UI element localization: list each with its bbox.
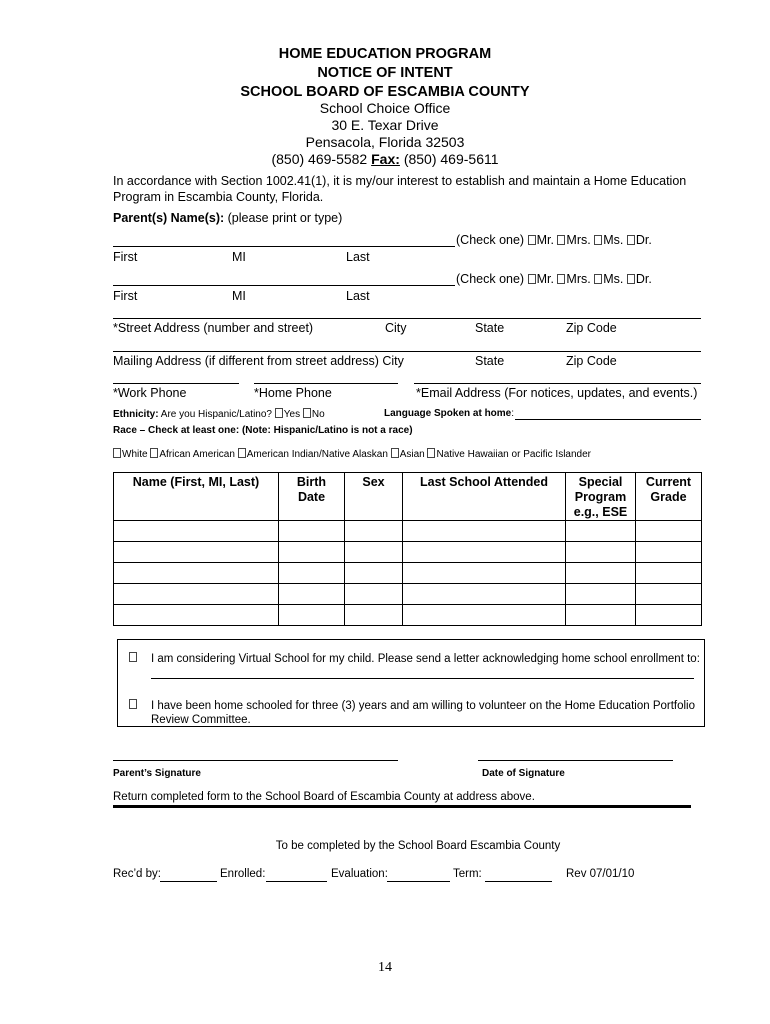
mailing-address-line[interactable] xyxy=(113,351,701,352)
ethnicity-row xyxy=(113,408,325,420)
title-ms-label: Ms. xyxy=(603,233,624,247)
check-one-label: (Check one) xyxy=(456,272,525,286)
virtual-school-address-line[interactable] xyxy=(151,678,694,679)
no-label: No xyxy=(311,409,325,420)
cell-last-school[interactable] xyxy=(403,584,566,605)
evaluation-line[interactable] xyxy=(387,881,450,882)
check-one-label: (Check one) xyxy=(456,233,525,247)
cell-current-grade[interactable] xyxy=(636,563,702,584)
children-table xyxy=(113,472,702,626)
checkbox-volunteer[interactable] xyxy=(129,699,137,709)
term-label: Term: xyxy=(453,868,482,880)
email-label: *Email Address (For notices, updates, and events.) xyxy=(416,386,698,400)
city-label: City xyxy=(385,321,407,335)
cell-sex[interactable] xyxy=(345,584,403,605)
checkbox-mr[interactable] xyxy=(528,274,536,284)
checkbox-dr[interactable] xyxy=(627,274,635,284)
language-label: Language Spoken at home xyxy=(384,408,512,419)
parent2-mi-label: MI xyxy=(232,289,246,303)
date-signature-label: Date of Signature xyxy=(482,768,565,779)
checkbox-race-white[interactable] xyxy=(113,448,121,458)
office-city: Pensacola, Florida 32503 xyxy=(305,134,465,150)
parent1-first-label: First xyxy=(113,250,138,264)
checkbox-virtual-school[interactable] xyxy=(129,652,137,662)
office-contact xyxy=(0,151,770,167)
col-special-program-header: Special Program e.g., ESE xyxy=(566,473,636,521)
state-label: State xyxy=(475,321,505,335)
form-title-program: HOME EDUCATION PROGRAM xyxy=(278,46,492,62)
title-dr-label: Dr. xyxy=(635,272,652,286)
checkbox-race-african-american[interactable] xyxy=(150,448,158,458)
term-line[interactable] xyxy=(485,881,552,882)
work-phone-line[interactable] xyxy=(113,383,239,384)
col-name-header: Name (First, MI, Last) xyxy=(114,473,279,521)
mailing-zip-label: Zip Code xyxy=(566,354,617,368)
recd-by-line[interactable] xyxy=(160,881,217,882)
cell-name[interactable] xyxy=(114,605,279,626)
intro-line-2: Program in Escambia County, Florida. xyxy=(113,190,324,204)
options-box xyxy=(117,639,705,727)
street-address-line[interactable] xyxy=(113,318,701,319)
table-row xyxy=(114,521,702,542)
cell-sex[interactable] xyxy=(345,521,403,542)
checkbox-hispanic-yes[interactable] xyxy=(275,408,283,418)
cell-birth-date[interactable] xyxy=(279,605,345,626)
language-line[interactable] xyxy=(515,419,701,420)
cell-last-school[interactable] xyxy=(403,563,566,584)
language-colon: : xyxy=(511,408,515,419)
cell-name[interactable] xyxy=(114,584,279,605)
parents-label: Parent(s) Name(s): xyxy=(113,211,225,225)
revision-label: Rev 07/01/10 xyxy=(566,868,635,880)
date-signature-line[interactable] xyxy=(478,760,673,761)
language-label-row xyxy=(384,408,514,419)
return-note: Return completed form to the School Board of Escambia County at address above. xyxy=(113,791,535,803)
form-title-board: SCHOOL BOARD OF ESCAMBIA COUNTY xyxy=(240,84,530,100)
col-current-grade-header: Current Grade xyxy=(636,473,702,521)
title-mrs-label: Mrs. xyxy=(566,233,591,247)
mailing-state-label: State xyxy=(475,354,505,368)
parent-signature-line[interactable] xyxy=(113,760,398,761)
parent-signature-label: Parent’s Signature xyxy=(113,768,201,779)
form-title-notice: NOTICE OF INTENT xyxy=(317,65,453,81)
office-use-title: To be completed by the School Board Escambia County xyxy=(275,840,561,852)
cell-special-program[interactable] xyxy=(566,521,636,542)
col-last-school-header: Last School Attended xyxy=(403,473,566,521)
race-american-indian-label: American Indian/Native Alaskan xyxy=(246,449,388,460)
cell-birth-date[interactable] xyxy=(279,563,345,584)
cell-special-program[interactable] xyxy=(566,605,636,626)
checkbox-dr[interactable] xyxy=(627,235,635,245)
table-row xyxy=(114,605,702,626)
title-mrs-label: Mrs. xyxy=(566,272,591,286)
volunteer-text-2: Review Committee. xyxy=(151,714,251,726)
parent2-name-line[interactable] xyxy=(113,285,455,286)
parent1-name-line[interactable] xyxy=(113,246,455,247)
cell-name[interactable] xyxy=(114,521,279,542)
cell-birth-date[interactable] xyxy=(279,542,345,563)
parent1-title-check xyxy=(456,233,652,247)
enrolled-line[interactable] xyxy=(266,881,327,882)
work-phone-label: *Work Phone xyxy=(113,386,187,400)
page-number: 14 xyxy=(378,960,392,975)
cell-last-school[interactable] xyxy=(403,521,566,542)
race-white-label: White xyxy=(122,449,148,460)
fax-label: Fax: xyxy=(371,151,400,167)
cell-last-school[interactable] xyxy=(403,605,566,626)
cell-name[interactable] xyxy=(114,563,279,584)
checkbox-race-american-indian[interactable] xyxy=(238,448,246,458)
street-address-label: *Street Address (number and street) xyxy=(113,321,314,335)
hispanic-question: Are you Hispanic/Latino? xyxy=(160,409,272,420)
recd-by-label: Rec’d by: xyxy=(113,868,161,880)
intro-line-1: In accordance with Section 1002.41(1), it is my/our interest to establish and maintain a Home Education xyxy=(113,174,687,188)
cell-birth-date[interactable] xyxy=(279,521,345,542)
ethnicity-label: Ethnicity: xyxy=(113,409,159,420)
yes-label: Yes xyxy=(283,409,301,420)
office-fax: (850) 469-5611 xyxy=(403,151,499,167)
virtual-school-text: I am considering Virtual School for my child. Please send a letter acknowledging home school enrollment to: xyxy=(151,653,700,665)
checkbox-mrs[interactable] xyxy=(557,235,565,245)
title-dr-label: Dr. xyxy=(635,233,652,247)
title-mr-label: Mr. xyxy=(536,272,554,286)
cell-special-program[interactable] xyxy=(566,563,636,584)
parents-hint: (please print or type) xyxy=(227,211,343,225)
col-birth-date-header: Birth Date xyxy=(279,473,345,521)
checkbox-mr[interactable] xyxy=(528,235,536,245)
cell-sex[interactable] xyxy=(345,563,403,584)
race-options xyxy=(113,448,591,460)
parent2-last-label: Last xyxy=(346,289,370,303)
table-row xyxy=(114,563,702,584)
cell-sex[interactable] xyxy=(345,542,403,563)
cell-sex[interactable] xyxy=(345,605,403,626)
checkbox-ms[interactable] xyxy=(594,274,602,284)
parent1-mi-label: MI xyxy=(232,250,246,264)
cell-name[interactable] xyxy=(114,542,279,563)
cell-last-school[interactable] xyxy=(403,542,566,563)
cell-current-grade[interactable] xyxy=(636,605,702,626)
checkbox-race-asian[interactable] xyxy=(391,448,399,458)
mailing-address-label: Mailing Address (if different from street address) City xyxy=(113,354,404,368)
cell-current-grade[interactable] xyxy=(636,584,702,605)
checkbox-mrs[interactable] xyxy=(557,274,565,284)
volunteer-text-1: I have been home schooled for three (3) years and am willing to volunteer on the Home Education Portfolio xyxy=(151,700,696,712)
cell-birth-date[interactable] xyxy=(279,584,345,605)
enrolled-label: Enrolled: xyxy=(220,868,266,880)
title-mr-label: Mr. xyxy=(536,233,554,247)
home-phone-label: *Home Phone xyxy=(254,386,332,400)
cell-special-program[interactable] xyxy=(566,584,636,605)
race-label: Race – Check at least one: (Note: Hispanic/Latino is not a race) xyxy=(113,425,413,436)
cell-current-grade[interactable] xyxy=(636,542,702,563)
parents-label-row xyxy=(113,211,342,225)
race-native-hawaiian-label: Native Hawaiian or Pacific Islander xyxy=(436,449,591,460)
home-phone-line[interactable] xyxy=(254,383,398,384)
table-row xyxy=(114,584,702,605)
parent2-first-label: First xyxy=(113,289,138,303)
checkbox-hispanic-no[interactable] xyxy=(303,408,311,418)
table-row xyxy=(114,542,702,563)
zip-label: Zip Code xyxy=(566,321,617,335)
email-line[interactable] xyxy=(414,383,701,384)
office-street: 30 E. Texar Drive xyxy=(331,117,439,133)
checkbox-race-native-hawaiian[interactable] xyxy=(427,448,435,458)
checkbox-ms[interactable] xyxy=(594,235,602,245)
office-phone: (850) 469-5582 xyxy=(271,151,368,167)
race-african-american-label: African American xyxy=(159,449,235,460)
race-asian-label: Asian xyxy=(399,449,425,460)
office-name: School Choice Office xyxy=(319,100,451,116)
cell-current-grade[interactable] xyxy=(636,521,702,542)
parent2-title-check xyxy=(456,272,652,286)
evaluation-label: Evaluation: xyxy=(331,868,388,880)
section-divider xyxy=(113,805,691,808)
title-ms-label: Ms. xyxy=(603,272,624,286)
col-sex-header: Sex xyxy=(345,473,403,521)
parent1-last-label: Last xyxy=(346,250,370,264)
cell-special-program[interactable] xyxy=(566,542,636,563)
